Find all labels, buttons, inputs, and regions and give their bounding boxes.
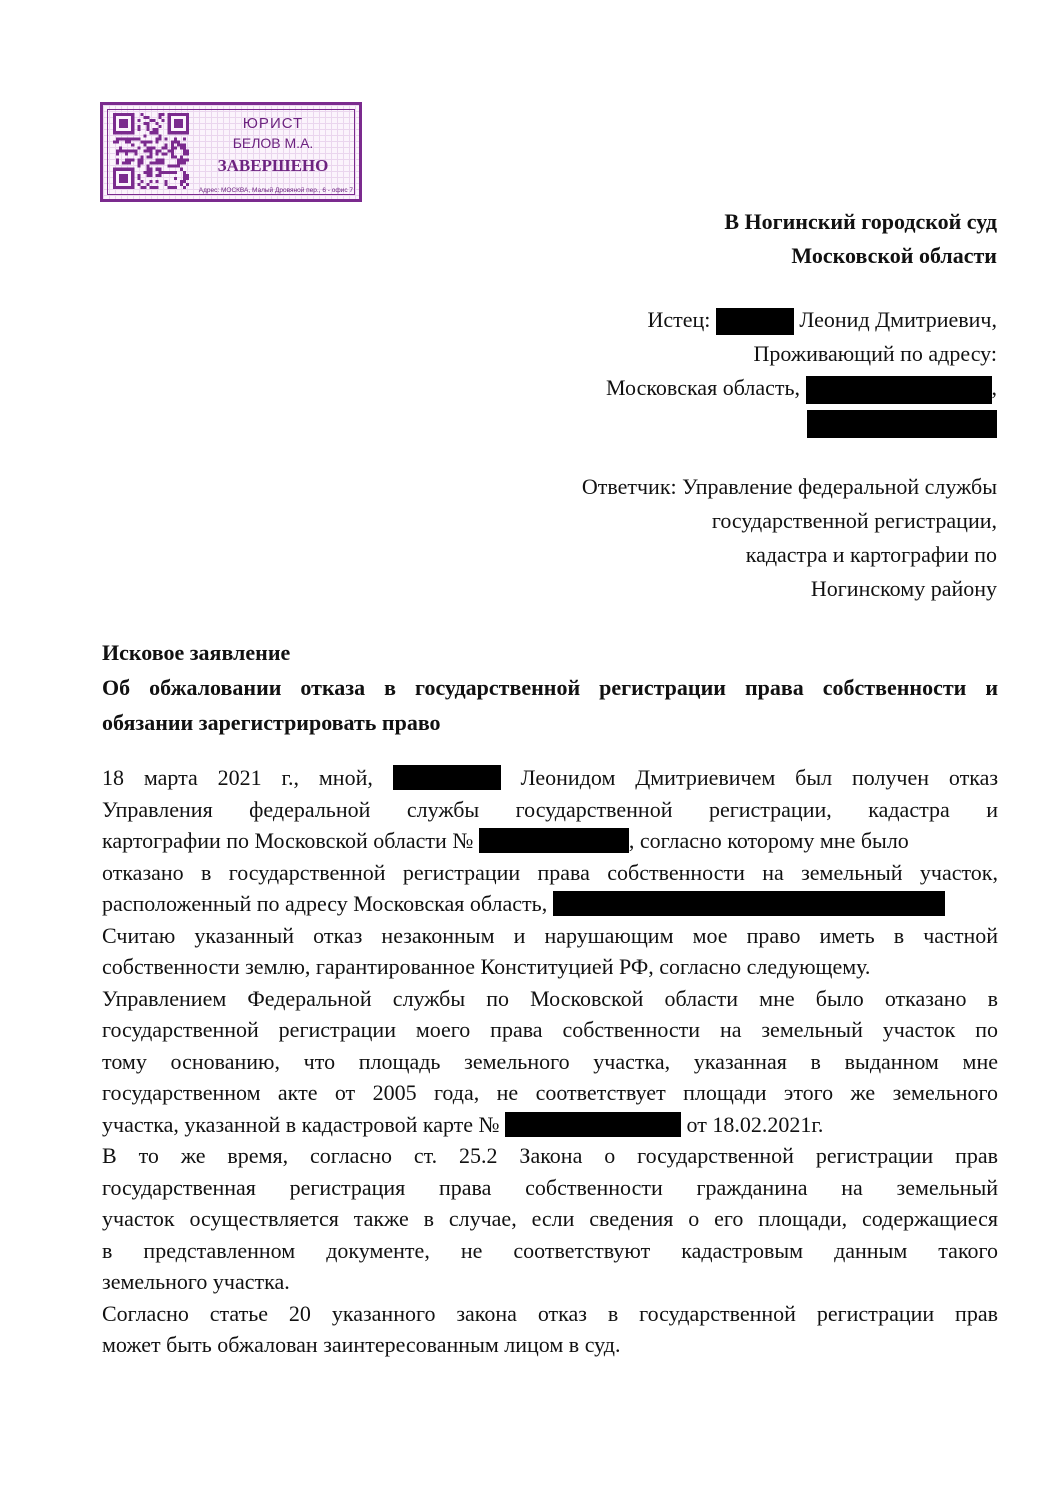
body-line: государственная регистрация права собственности гражданина на земельный [102,1174,998,1200]
plaintiff-block [606,303,997,439]
defendant-line-1: Ответчик: Управление федеральной службы [581,474,997,499]
plaintiff-name-line [606,303,997,337]
body-line: государственном акте от 2005 года, не соответствует площади этого же земельного [102,1080,998,1105]
plaintiff-address-label: Проживающий по адресу: [753,341,997,366]
body-text: от 18.02.2021г. [686,1111,824,1137]
body-line: отказано в государственной регистрации права собственности на земельный участок, [102,859,998,885]
court-addressee [724,205,997,273]
body-line: тому основанию, что площадь земельного участка, указанная в выданном мне [102,1048,998,1074]
body-line: Управления федеральной службы государственной регистрации, кадастра и [102,796,998,822]
claim-heading [102,635,998,740]
stamp-title: ЮРИСТ [242,115,304,132]
claim-body [102,762,998,1361]
court-line-2: Московской области [791,243,997,268]
plaintiff-address-line [606,371,997,405]
address-comma: , [991,375,997,400]
heading-title: Исковое заявление [102,640,291,665]
body-line: участок осуществляется также в случае, если сведения о его площади, содержащиеся [102,1206,998,1231]
redacted-number [479,828,629,853]
lawyer-stamp [100,102,362,202]
body-text: Леонидом Дмитриевичем был получен отказ [520,765,999,790]
court-line-1: В Ногинский городской суд [724,209,997,234]
body-text: 18 марта 2021 г., мной, [102,765,373,790]
heading-subject-1: Об обжаловании отказа в государственной регистрации права собственности и [102,675,998,700]
defendant-block [582,470,997,606]
redacted-address-2 [807,410,997,438]
stamp-status: ЗАВЕРШЕНО [217,156,329,175]
heading-subject-2: обязании зарегистрировать право [102,710,441,735]
body-line [102,762,998,794]
body-line: Согласно статье 20 указанного закона отказ в государственной регистрации прав [102,1300,998,1326]
body-line: Управлением Федеральной службы по Московской области мне было отказано в [102,985,998,1011]
body-line: государственной регистрации моего права собственности на земельный участок по [102,1017,998,1042]
redacted-address [553,891,945,916]
qr-code-icon [113,113,189,189]
body-line [102,888,998,920]
defendant-line-3: кадастра и картографии по [745,542,997,567]
body-line: земельного участка. [102,1269,290,1294]
body-line: Считаю указанный отказ незаконным и нарушающим мое право иметь в частной [102,922,998,948]
defendant-line-2: государственной регистрации, [711,508,997,533]
plaintiff-label: Истец: [647,307,711,332]
body-text: картографии по Московской области № [102,828,474,853]
redacted-surname [393,765,501,790]
body-line: В то же время, согласно ст. 25.2 Закона о государственной регистрации прав [102,1143,998,1168]
redacted-surname [716,308,794,335]
body-line [102,1109,998,1141]
body-text: , согласно которому мне было [628,828,909,853]
body-text: расположенный по адресу Московская область, [102,891,548,916]
stamp-address: Адрес: МОСКВА, Малый Дровяной пер., 6 - офис 7 [198,187,353,194]
body-line: собственности землю, гарантированное Конституцией РФ, согласно следующему. [102,954,871,979]
redacted-number [505,1112,681,1137]
stamp-name: БЕЛОВ М.А. [232,135,314,151]
body-text: участка, указанной в кадастровой карте № [102,1111,500,1137]
body-line: может быть обжалован заинтересованным лицом в суд. [102,1332,621,1357]
body-line: в представленном документе, не соответствуют кадастровым данным такого [102,1237,998,1263]
redacted-address [806,376,992,404]
defendant-line-4: Ногинскому району [810,576,997,601]
body-line [102,825,998,857]
plaintiff-region: Московская область, [606,375,800,400]
plaintiff-address-line-2 [606,405,997,439]
plaintiff-name: Леонид Дмитриевич, [799,307,997,332]
